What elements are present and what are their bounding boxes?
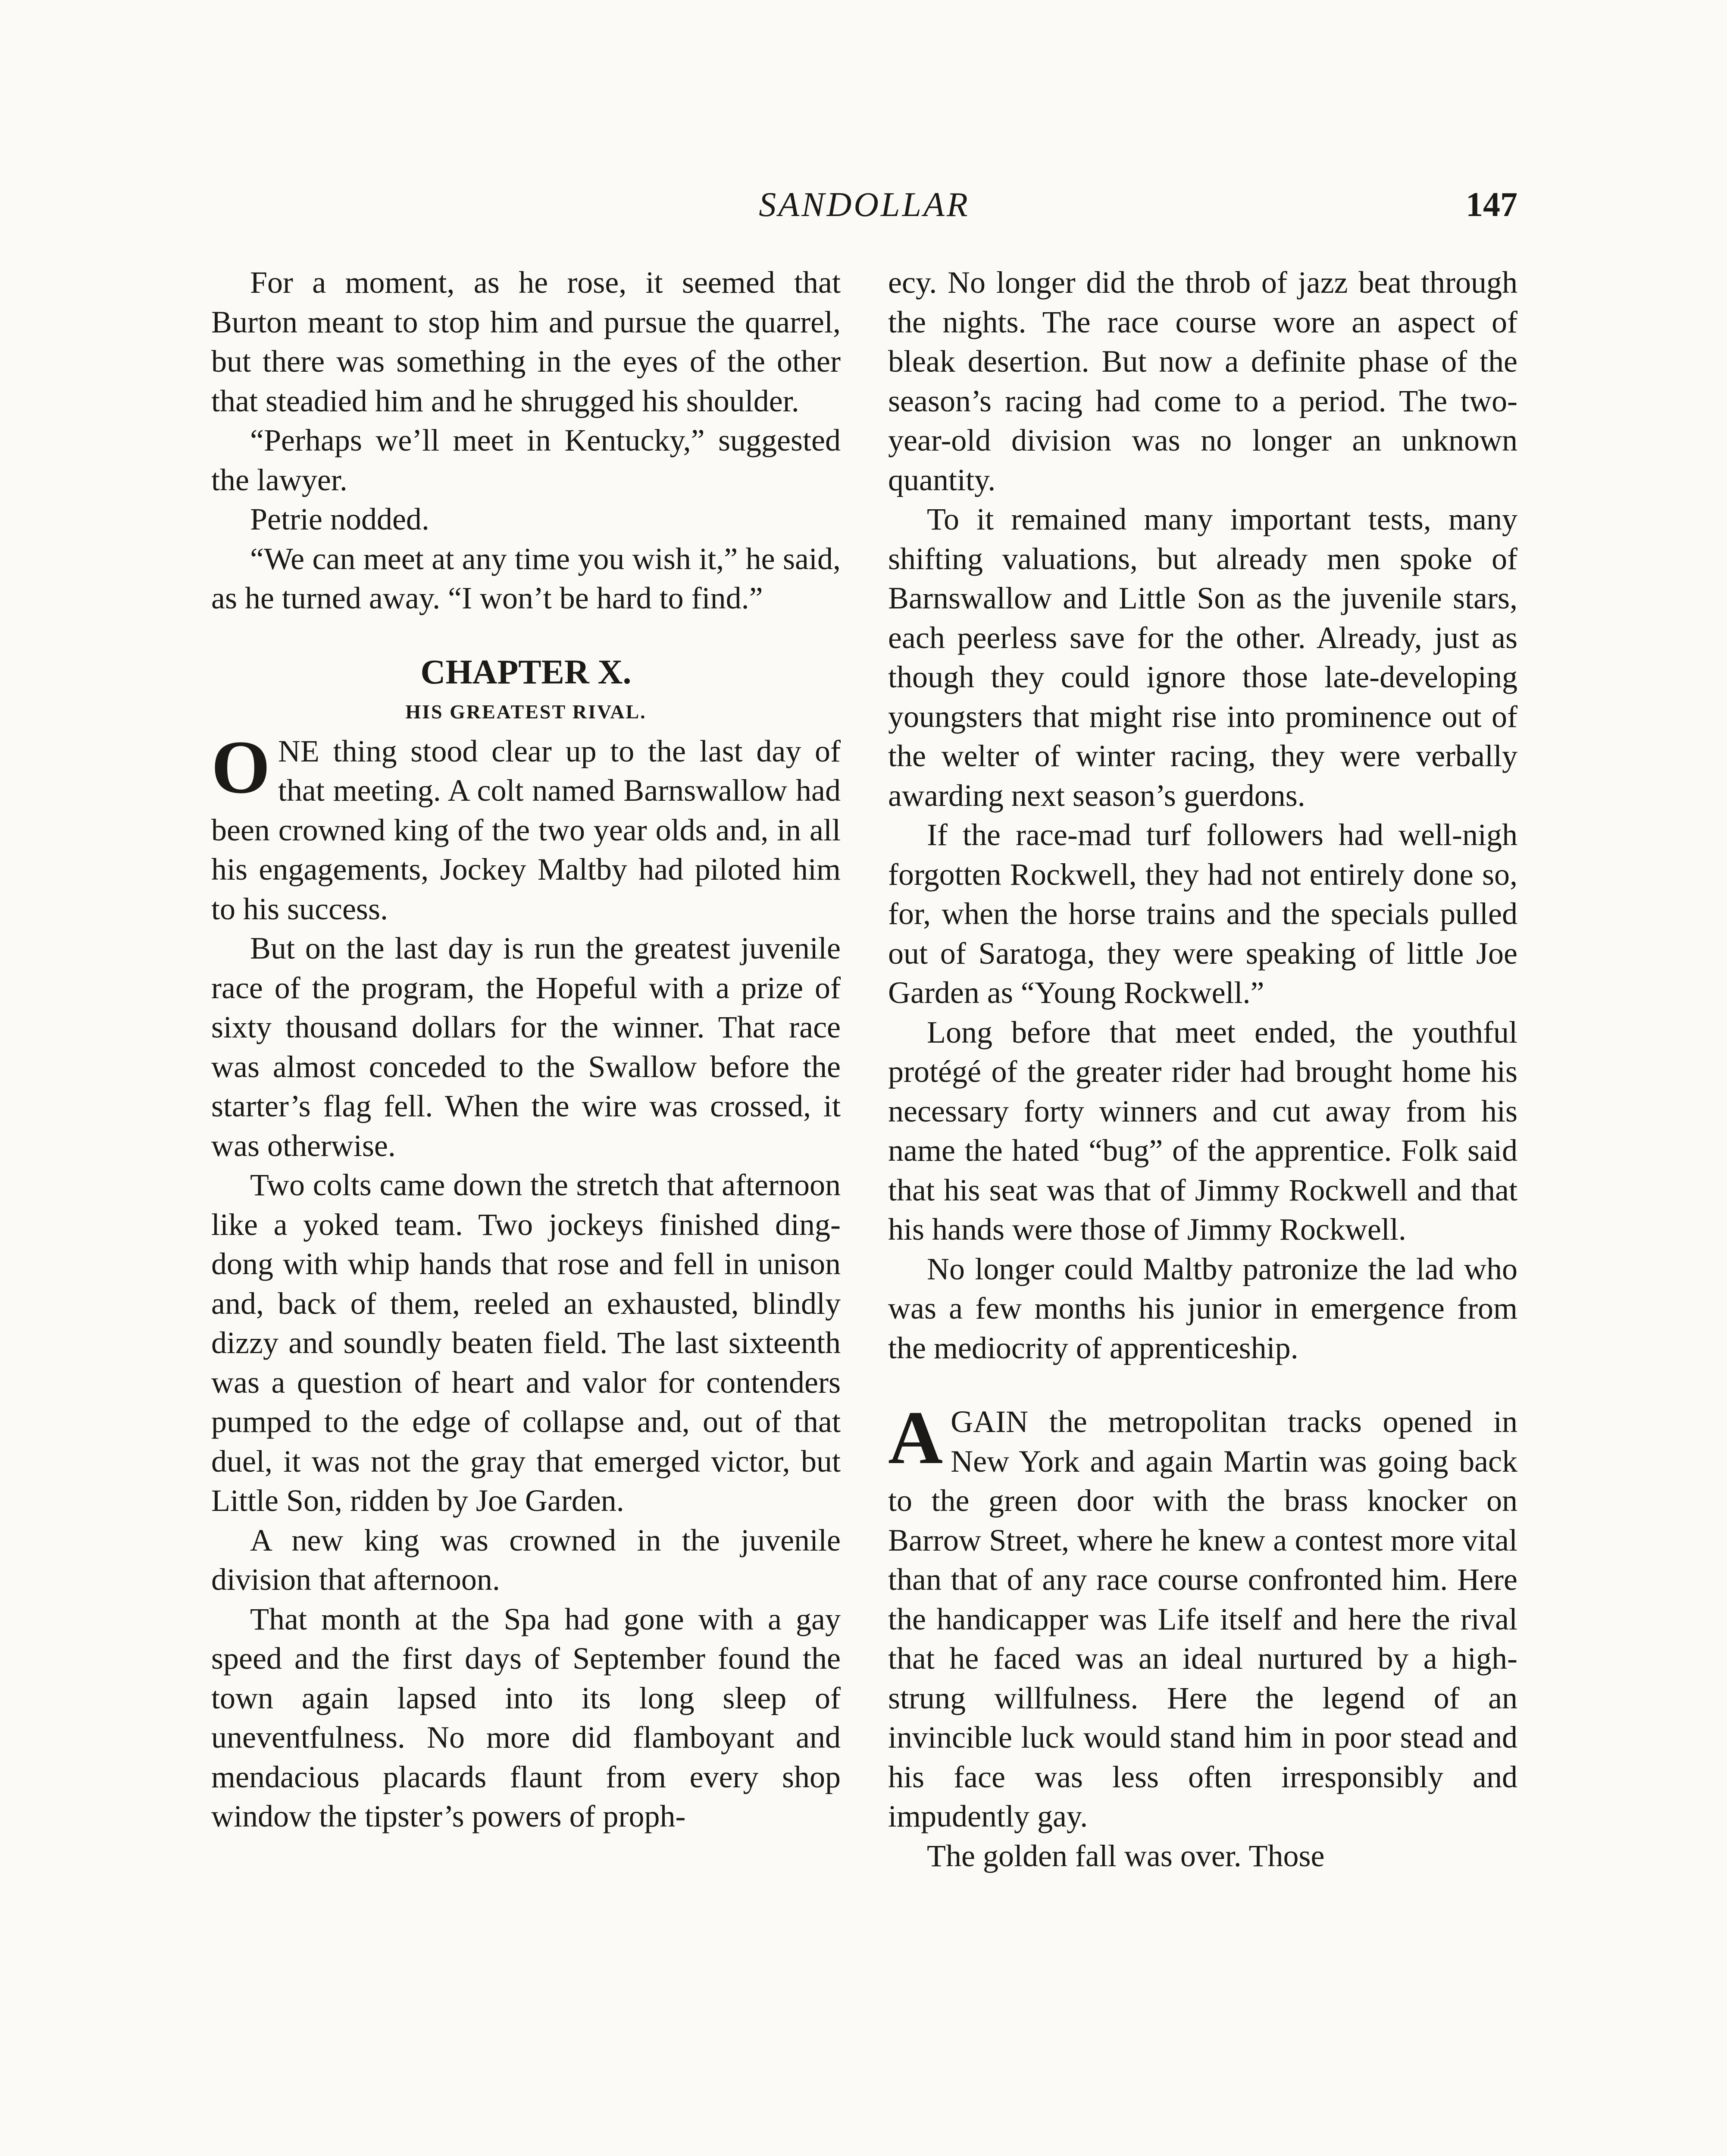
- spacer: [211, 618, 841, 653]
- left-column: [211, 263, 841, 1836]
- paragraph: A new king was crowned in the juvenile division that afternoon.: [211, 1523, 841, 1597]
- paragraph: That month at the Spa had gone with a gay speed and the first days of September found the town again lapsed into its long sleep of uneventfulness. No more did flamboyant and mendacious placards flaunt from every shop window the tipster’s powers of proph-: [211, 1601, 841, 1833]
- paragraph: The golden fall was over. Those: [927, 1838, 1325, 1873]
- paragraph: Petrie nodded.: [250, 502, 429, 536]
- lead-in: GAIN: [951, 1404, 1029, 1439]
- paragraph: To it remained many important tests, many shifting valuations, but already men spoke of Barnswallow and Little Son as the juvenile stars, each peerless save for the other. Already, just as though they could ignore those late-developing youngsters that might rise into prominence out of the welter of winter racing, they were verbally awarding next season’s guerdons.: [888, 502, 1517, 813]
- paragraph: No longer could Maltby patronize the lad who was a few months his junior in emergence from the mediocrity of apprenticeship.: [888, 1251, 1517, 1365]
- running-title: SANDOLLAR: [759, 186, 970, 224]
- chapter-subtitle: HIS GREATEST RIVAL.: [405, 701, 647, 723]
- paragraph: But on the last day is run the greatest juvenile race of the program, the Hopeful with a prize of sixty thousand dollars for the winner. That race was almost conceded to the Swallow before the starter’s flag fell. When the wire was crossed, it was otherwise.: [211, 931, 841, 1163]
- page-number: 147: [1466, 186, 1517, 224]
- paragraph: “We can meet at any time you wish it,” he said, as he turned away. “I won’t be hard to find.”: [211, 541, 841, 615]
- chapter-title: CHAPTER X.: [420, 653, 632, 691]
- paragraph: Two colts came down the stretch that afternoon like a yoked team. Two jockeys finished ding-dong with whip hands that rose and fell in unison and, back of them, reeled an exhausted, blindly dizzy and soundly beaten field. The last sixteenth was a question of heart and valor for contenders pumped to the edge of collapse and, out of that duel, it was not the gray that emerged victor, but Little Son, ridden by Joe Garden.: [211, 1168, 841, 1518]
- right-column: [888, 263, 1517, 1876]
- paragraph: For a moment, as he rose, it seemed that Burton meant to stop him and pursue the quarrel, but there was something in the eyes of the other that steadied him and he shrugged his shoulder.: [211, 265, 841, 418]
- opening-paragraph: [211, 725, 841, 929]
- drop-cap: A: [888, 1396, 943, 1480]
- section-opening-paragraph: [888, 1396, 1517, 1836]
- paragraph: If the race-mad turf followers had well-nigh forgotten Rockwell, they had not entirely done so, for, when the horse trains and the specials pulled out of Saratoga, they were speaking of little Joe Garden as “Young Rockwell.”: [888, 818, 1517, 1010]
- page-header: [211, 185, 1517, 237]
- paragraph: Long before that meet ended, the youthful protégé of the greater rider had brought home his necessary forty winners and cut away from his name the hated “bug” of the apprentice. Folk said that his seat was that of Jimmy Rockwell and that his hands were those of Jimmy Rockwell.: [888, 1015, 1517, 1247]
- paragraph: “Perhaps we’ll meet in Kentucky,” suggested the lawyer.: [211, 423, 841, 497]
- paragraph-text: thing stood clear up to the last day of that meeting. A colt named Barnswallow had been crowned king of the two year olds and, in all his engagements, Jockey Maltby had piloted him to his success.: [211, 733, 841, 926]
- paragraph-text: the metropolitan tracks opened in New York and again Martin was going back to the green door with the brass knocker on Barrow Street, where he knew a contest more vital than that of any race course confronted him. Here the handicapper was Life itself and here the rival that he faced was an ideal nurtured by a high-strung willfulness. Here the legend of an invincible luck would stand him in poor stead and his face was less often irresponsibly and impudently gay.: [888, 1404, 1517, 1833]
- drop-cap: O: [211, 725, 270, 809]
- section-break: [888, 1368, 1517, 1402]
- paragraph: ecy. No longer did the throb of jazz beat through the nights. The race course wore an aspect of bleak desertion. But now a definite phase of the season’s racing had come to a period. The two-year-old division was no longer an unknown quantity.: [888, 265, 1517, 497]
- lead-in: NE: [278, 733, 319, 768]
